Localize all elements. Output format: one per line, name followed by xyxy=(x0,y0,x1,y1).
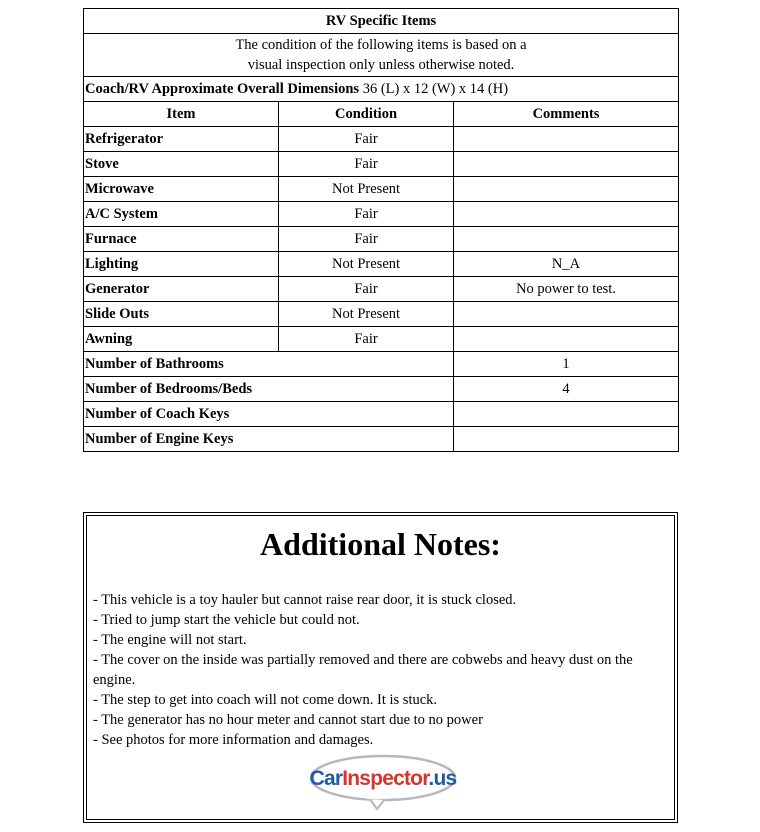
condition-cell: Fair xyxy=(279,327,454,352)
dimensions-cell xyxy=(84,77,679,102)
condition-cell: Fair xyxy=(279,227,454,252)
table-title-row xyxy=(84,9,679,34)
dimensions-row xyxy=(84,77,679,102)
comments-cell xyxy=(454,152,679,177)
condition-note xyxy=(84,34,679,77)
item-cell: Slide Outs xyxy=(84,302,279,327)
condition-note-row xyxy=(84,34,679,77)
note-line: - This vehicle is a toy hauler but cannot raise rear door, it is stuck closed. xyxy=(93,592,517,608)
dimensions-label: Coach/RV Approximate Overall Dimensions xyxy=(85,80,360,97)
count-label: Number of Bathrooms xyxy=(84,352,454,377)
count-value: 4 xyxy=(454,377,679,402)
comments-cell xyxy=(454,177,679,202)
count-value xyxy=(454,402,679,427)
table-row xyxy=(84,227,679,252)
header-item: Item xyxy=(84,102,279,127)
note-line: - See photos for more information and damages. xyxy=(93,732,374,748)
count-label: Number of Engine Keys xyxy=(84,427,454,452)
comments-cell xyxy=(454,127,679,152)
count-label: Number of Coach Keys xyxy=(84,402,454,427)
count-label: Number of Bedrooms/Beds xyxy=(84,377,454,402)
note-line: - The generator has no hour meter and cannot start due to no power xyxy=(93,712,483,728)
condition-cell: Not Present xyxy=(279,302,454,327)
condition-cell: Not Present xyxy=(279,177,454,202)
condition-cell: Fair xyxy=(279,152,454,177)
header-comments: Comments xyxy=(454,102,679,127)
note-line: - Tried to jump start the vehicle but could not. xyxy=(93,612,360,628)
additional-notes-heading: Additional Notes: xyxy=(260,526,501,562)
item-cell: Stove xyxy=(84,152,279,177)
table-row xyxy=(84,327,679,352)
note-line: - The cover on the inside was partially removed and there are cobwebs and heavy dust on the engine. xyxy=(93,652,633,688)
table-row xyxy=(84,252,679,277)
svg-text:CarInspector.us xyxy=(310,767,457,790)
count-value: 1 xyxy=(454,352,679,377)
note-line: - The engine will not start. xyxy=(93,632,247,648)
count-row xyxy=(84,402,679,427)
header-condition: Condition xyxy=(279,102,454,127)
logo-text-us: .us xyxy=(428,767,457,790)
table-row xyxy=(84,152,679,177)
notes-list xyxy=(93,590,664,750)
condition-cell: Fair xyxy=(279,202,454,227)
item-cell: Furnace xyxy=(84,227,279,252)
header-row xyxy=(84,102,679,127)
item-cell: Microwave xyxy=(84,177,279,202)
carinspector-logo xyxy=(309,754,457,810)
condition-note-line-2: visual inspection only unless otherwise noted. xyxy=(247,57,515,73)
table-title: RV Specific Items xyxy=(84,9,679,34)
count-value xyxy=(454,427,679,452)
additional-notes-box xyxy=(83,512,678,823)
table-row xyxy=(84,277,679,302)
comments-cell: N_A xyxy=(454,252,679,277)
comments-cell xyxy=(454,302,679,327)
dimensions-value: 36 (L) x 12 (W) x 14 (H) xyxy=(362,80,509,97)
item-cell: Refrigerator xyxy=(84,127,279,152)
item-cell: Lighting xyxy=(84,252,279,277)
additional-notes-inner-border xyxy=(86,515,675,820)
condition-cell: Fair xyxy=(279,277,454,302)
comments-cell: No power to test. xyxy=(454,277,679,302)
rv-specific-items-table xyxy=(83,8,679,452)
condition-note-line-1: The condition of the following items is based on a xyxy=(235,37,527,53)
comments-cell xyxy=(454,327,679,352)
table-row xyxy=(84,302,679,327)
item-cell: Awning xyxy=(84,327,279,352)
table-row xyxy=(84,127,679,152)
logo-text-inspector: Inspector xyxy=(342,767,429,790)
item-cell: A/C System xyxy=(84,202,279,227)
count-row xyxy=(84,377,679,402)
condition-cell: Not Present xyxy=(279,252,454,277)
condition-cell: Fair xyxy=(279,127,454,152)
table-row xyxy=(84,202,679,227)
note-line: - The step to get into coach will not come down. It is stuck. xyxy=(93,692,438,708)
count-row xyxy=(84,427,679,452)
item-cell: Generator xyxy=(84,277,279,302)
comments-cell xyxy=(454,202,679,227)
comments-cell xyxy=(454,227,679,252)
table-row xyxy=(84,177,679,202)
logo-text-car: Car xyxy=(309,767,343,790)
count-row xyxy=(84,352,679,377)
